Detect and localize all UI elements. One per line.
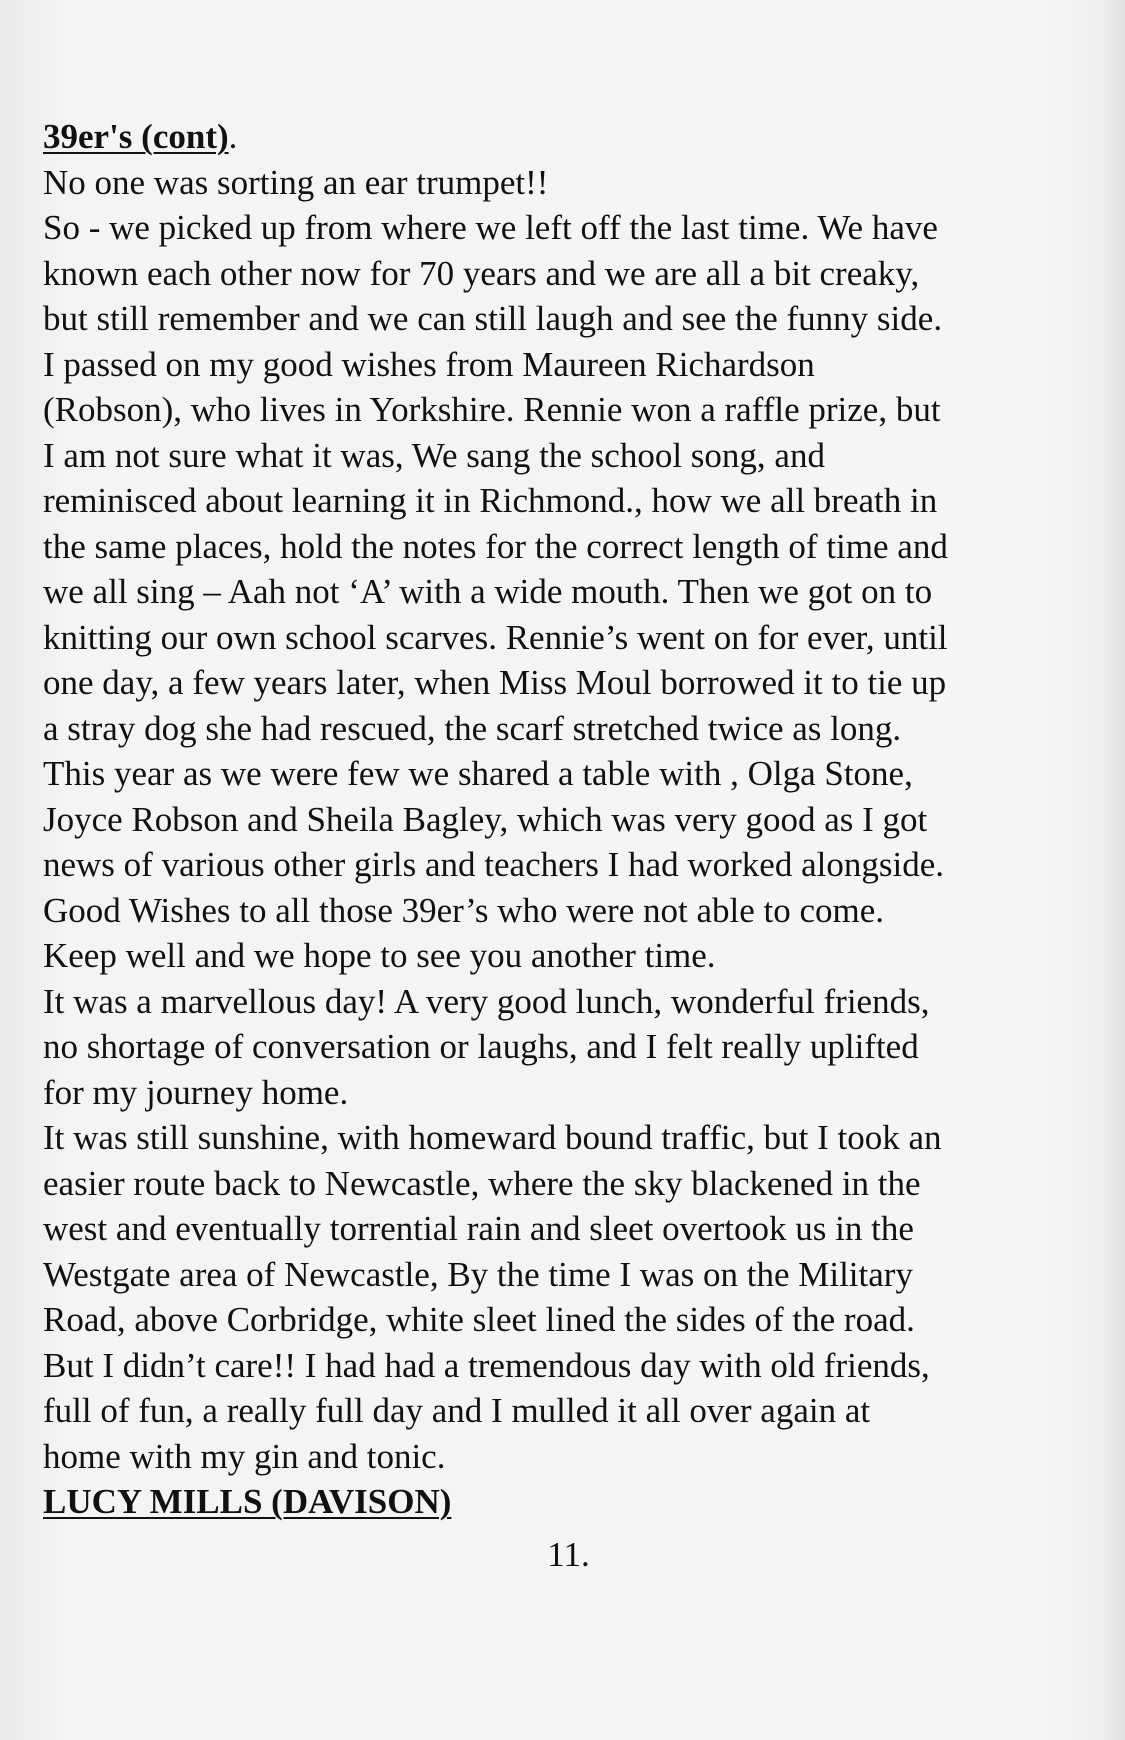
body-line: known each other now for 70 years and we are all a bit creaky, — [43, 253, 920, 293]
body-line: we all sing – Aah not ‘A’ with a wide mouth. Then we got on to — [43, 572, 933, 611]
article-body — [43, 160, 1093, 1480]
page-number — [0, 1532, 1125, 1577]
page-number-text: 11. — [547, 1535, 590, 1574]
body-line: full of fun, a really full day and I mulled it all over again at — [43, 1391, 871, 1430]
body-line: the same places, hold the notes for the correct length of time and — [43, 526, 948, 566]
body-line: No one was sorting an ear trumpet!! — [43, 162, 549, 202]
body-line: news of various other girls and teachers I had worked alongside. — [43, 845, 944, 884]
heading-period: . — [228, 117, 238, 156]
article — [43, 114, 1093, 1525]
body-line: (Robson), who lives in Yorkshire. Rennie won a raffle prize, but — [43, 390, 941, 429]
body-line: But I didn’t care!! I had had a tremendous day with old friends, — [43, 1345, 930, 1385]
body-line: Keep well and we hope to see you another time. — [43, 936, 716, 975]
body-line: no shortage of conversation or laughs, and I felt really uplifted — [43, 1027, 919, 1066]
body-line: Road, above Corbridge, white sleet lined the sides of the road. — [43, 1300, 915, 1339]
author-signature: LUCY MILLS (DAVISON) — [43, 1482, 452, 1521]
body-line: This year as we were few we shared a table with , Olga Stone, — [43, 754, 913, 793]
body-line: It was still sunshine, with homeward bound traffic, but I took an — [43, 1118, 942, 1157]
body-line: Good Wishes to all those 39er’s who were not able to come. — [43, 890, 885, 930]
page-shadow-edge — [1103, 0, 1125, 1740]
body-line: home with my gin and tonic. — [43, 1436, 446, 1476]
body-line: west and eventually torrential rain and sleet overtook us in the — [43, 1209, 914, 1248]
body-line: easier route back to Newcastle, where the sky blackened in the — [43, 1163, 921, 1203]
body-line: but still remember and we can still laugh and see the funny side. — [43, 299, 943, 338]
body-line: reminisced about learning it in Richmond., how we all breath in — [43, 481, 938, 520]
body-line: knitting our own school scarves. Rennie’s went on for ever, until — [43, 617, 948, 657]
article-heading: 39er's (cont) — [43, 117, 229, 156]
body-line: It was a marvellous day! A very good lunch, wonderful friends, — [43, 981, 930, 1021]
body-line: a stray dog she had rescued, the scarf stretched twice as long. — [43, 708, 902, 748]
body-line: one day, a few years later, when Miss Moul borrowed it to tie up — [43, 663, 947, 702]
body-line: I am not sure what it was, We sang the school song, and — [43, 435, 825, 475]
body-line: for my journey home. — [43, 1072, 349, 1112]
body-line: Westgate area of Newcastle, By the time I was on the Military — [43, 1254, 913, 1294]
body-line: Joyce Robson and Sheila Bagley, which was very good as I got — [43, 799, 928, 839]
body-line: I passed on my good wishes from Maureen Richardson — [43, 344, 815, 384]
heading-row — [43, 114, 1093, 160]
signature-row — [43, 1479, 1093, 1525]
body-line: So - we picked up from where we left off the last time. We have — [43, 208, 938, 247]
